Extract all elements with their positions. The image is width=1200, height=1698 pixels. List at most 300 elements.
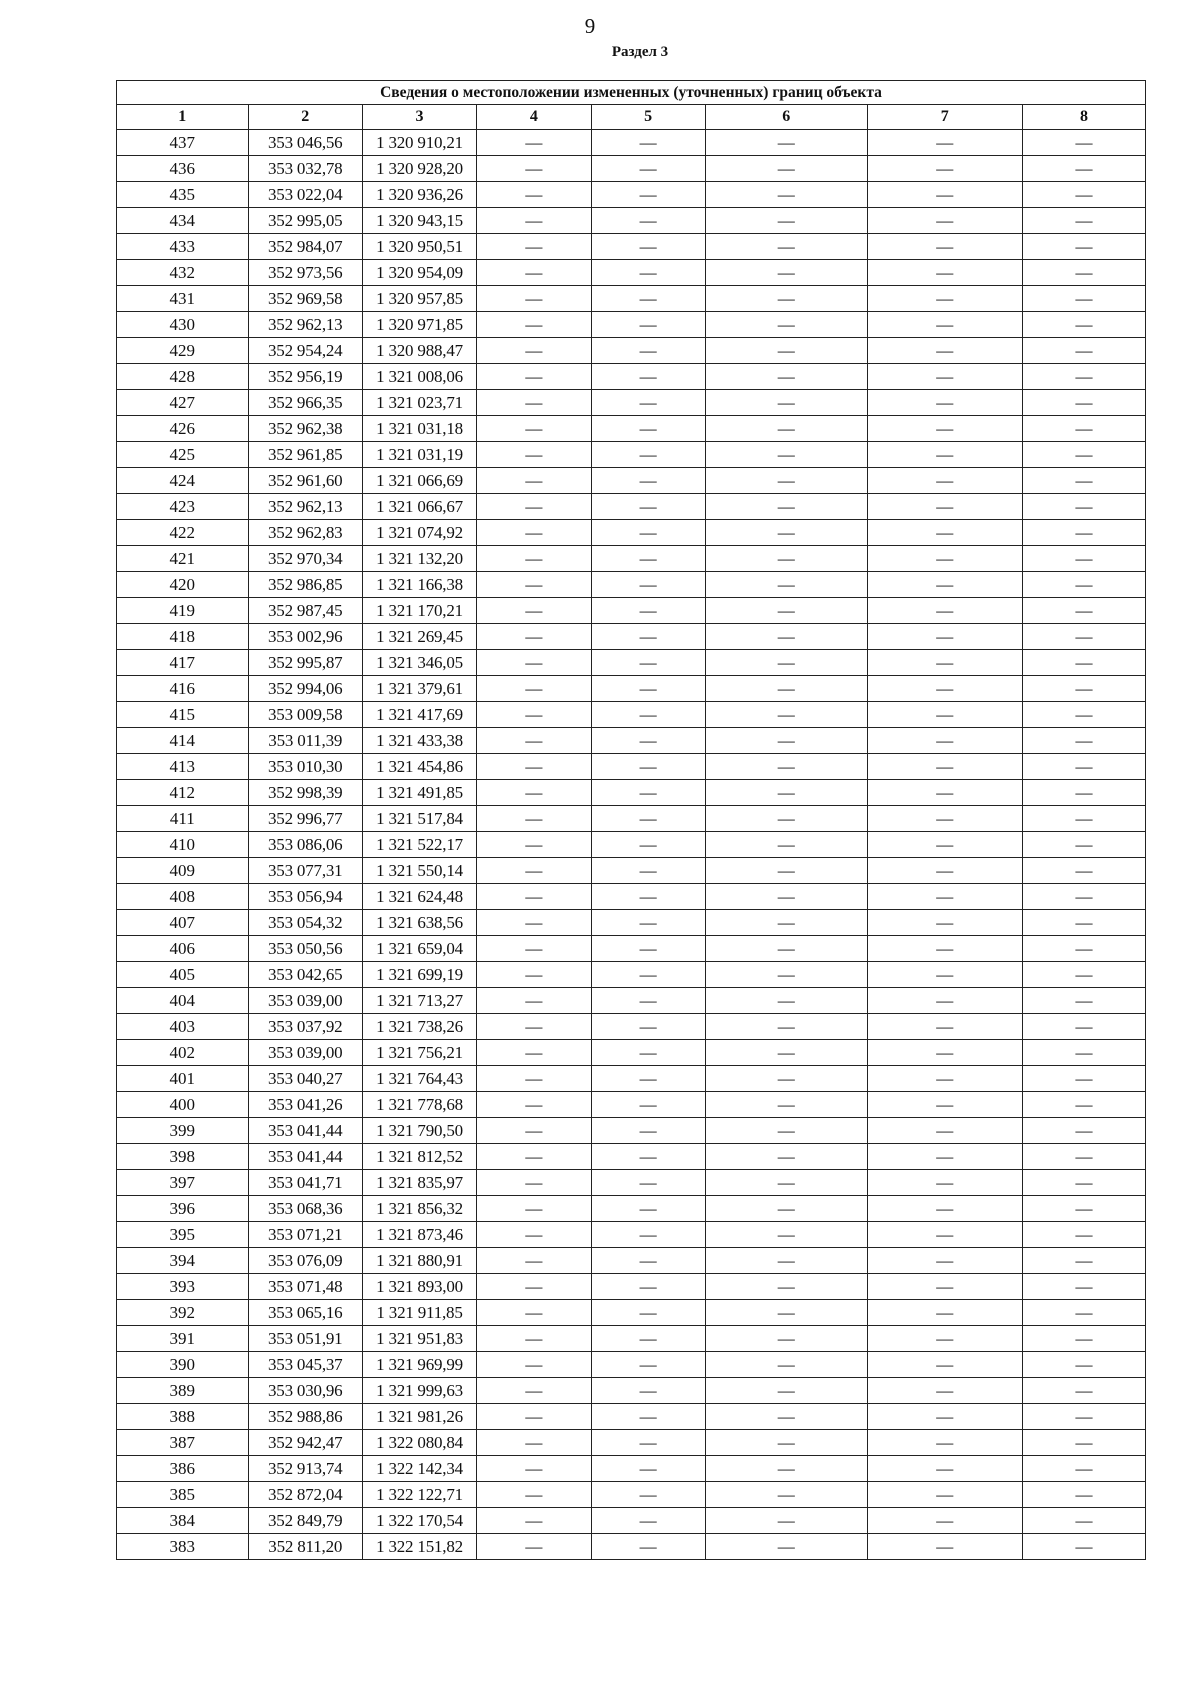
table-row: [117, 1092, 1146, 1118]
empty-cell-col-6: —: [705, 806, 867, 832]
point-number: 389: [117, 1378, 249, 1404]
empty-cell-col-5: —: [591, 234, 705, 260]
empty-cell-col-5: —: [591, 1092, 705, 1118]
column-number-1: 1: [117, 105, 249, 130]
empty-cell-col-5: —: [591, 286, 705, 312]
empty-cell-col-7: —: [867, 962, 1022, 988]
coordinate-x: 353 011,39: [248, 728, 362, 754]
empty-cell-col-5: —: [591, 1508, 705, 1534]
coordinate-y: 1 322 142,34: [362, 1456, 476, 1482]
empty-cell-col-7: —: [867, 1118, 1022, 1144]
empty-cell-col-4: —: [477, 598, 591, 624]
empty-cell-col-6: —: [705, 1508, 867, 1534]
coordinate-x: 352 962,13: [248, 494, 362, 520]
empty-cell-col-6: —: [705, 260, 867, 286]
coordinate-y: 1 321 880,91: [362, 1248, 476, 1274]
coordinate-x: 353 030,96: [248, 1378, 362, 1404]
empty-cell-col-7: —: [867, 702, 1022, 728]
coordinate-x: 353 077,31: [248, 858, 362, 884]
empty-cell-col-6: —: [705, 1352, 867, 1378]
page-number: 9: [584, 14, 596, 38]
coordinate-y: 1 321 170,21: [362, 598, 476, 624]
empty-cell-col-6: —: [705, 858, 867, 884]
coordinate-x: 352 956,19: [248, 364, 362, 390]
table-row: [117, 1534, 1146, 1560]
point-number: 398: [117, 1144, 249, 1170]
column-number-6: 6: [705, 105, 867, 130]
empty-cell-col-4: —: [477, 572, 591, 598]
empty-cell-col-7: —: [867, 1014, 1022, 1040]
point-number: 413: [117, 754, 249, 780]
point-number: 437: [117, 130, 249, 156]
empty-cell-col-6: —: [705, 182, 867, 208]
coordinate-y: 1 321 778,68: [362, 1092, 476, 1118]
empty-cell-col-5: —: [591, 884, 705, 910]
empty-cell-col-8: —: [1022, 130, 1145, 156]
point-number: 417: [117, 650, 249, 676]
empty-cell-col-4: —: [477, 1118, 591, 1144]
empty-cell-col-5: —: [591, 1014, 705, 1040]
coordinate-y: 1 321 433,38: [362, 728, 476, 754]
empty-cell-col-5: —: [591, 676, 705, 702]
coordinate-y: 1 321 074,92: [362, 520, 476, 546]
empty-cell-col-5: —: [591, 1352, 705, 1378]
empty-cell-col-5: —: [591, 780, 705, 806]
empty-cell-col-4: —: [477, 1404, 591, 1430]
empty-cell-col-8: —: [1022, 1300, 1145, 1326]
empty-cell-col-5: —: [591, 312, 705, 338]
coordinate-y: 1 321 873,46: [362, 1222, 476, 1248]
point-number: 418: [117, 624, 249, 650]
table-row: [117, 910, 1146, 936]
empty-cell-col-6: —: [705, 1144, 867, 1170]
empty-cell-col-4: —: [477, 1352, 591, 1378]
coordinate-x: 353 032,78: [248, 156, 362, 182]
empty-cell-col-5: —: [591, 260, 705, 286]
column-number-5: 5: [591, 105, 705, 130]
empty-cell-col-8: —: [1022, 546, 1145, 572]
point-number: 404: [117, 988, 249, 1014]
empty-cell-col-6: —: [705, 1326, 867, 1352]
point-number: 428: [117, 364, 249, 390]
point-number: 396: [117, 1196, 249, 1222]
empty-cell-col-6: —: [705, 1196, 867, 1222]
empty-cell-col-7: —: [867, 1144, 1022, 1170]
coordinate-x: 352 872,04: [248, 1482, 362, 1508]
empty-cell-col-7: —: [867, 494, 1022, 520]
table-row: [117, 1430, 1146, 1456]
empty-cell-col-8: —: [1022, 468, 1145, 494]
coordinate-y: 1 321 764,43: [362, 1066, 476, 1092]
empty-cell-col-4: —: [477, 520, 591, 546]
coordinate-y: 1 321 023,71: [362, 390, 476, 416]
empty-cell-col-4: —: [477, 312, 591, 338]
empty-cell-col-8: —: [1022, 338, 1145, 364]
empty-cell-col-7: —: [867, 234, 1022, 260]
empty-cell-col-8: —: [1022, 598, 1145, 624]
coordinate-y: 1 321 517,84: [362, 806, 476, 832]
point-number: 385: [117, 1482, 249, 1508]
empty-cell-col-6: —: [705, 936, 867, 962]
table-row: [117, 832, 1146, 858]
coordinate-y: 1 321 008,06: [362, 364, 476, 390]
empty-cell-col-7: —: [867, 1482, 1022, 1508]
table-row: [117, 1326, 1146, 1352]
coordinate-x: 353 050,56: [248, 936, 362, 962]
empty-cell-col-4: —: [477, 1222, 591, 1248]
empty-cell-col-4: —: [477, 338, 591, 364]
empty-cell-col-8: —: [1022, 312, 1145, 338]
empty-cell-col-4: —: [477, 962, 591, 988]
empty-cell-col-5: —: [591, 728, 705, 754]
empty-cell-col-7: —: [867, 338, 1022, 364]
coordinate-x: 352 962,13: [248, 312, 362, 338]
empty-cell-col-6: —: [705, 780, 867, 806]
coordinate-y: 1 320 954,09: [362, 260, 476, 286]
coordinate-x: 352 995,05: [248, 208, 362, 234]
empty-cell-col-6: —: [705, 416, 867, 442]
empty-cell-col-8: —: [1022, 1248, 1145, 1274]
empty-cell-col-4: —: [477, 1170, 591, 1196]
coordinate-x: 353 009,58: [248, 702, 362, 728]
empty-cell-col-8: —: [1022, 1118, 1145, 1144]
empty-cell-col-4: —: [477, 702, 591, 728]
empty-cell-col-6: —: [705, 286, 867, 312]
empty-cell-col-6: —: [705, 1300, 867, 1326]
point-number: 411: [117, 806, 249, 832]
table-caption: Сведения о местоположении измененных (уточненных) границ объекта: [117, 81, 1146, 105]
empty-cell-col-8: —: [1022, 1014, 1145, 1040]
empty-cell-col-4: —: [477, 286, 591, 312]
empty-cell-col-8: —: [1022, 156, 1145, 182]
coordinate-x: 353 041,26: [248, 1092, 362, 1118]
empty-cell-col-8: —: [1022, 442, 1145, 468]
point-number: 401: [117, 1066, 249, 1092]
empty-cell-col-4: —: [477, 988, 591, 1014]
coordinate-x: 353 051,91: [248, 1326, 362, 1352]
empty-cell-col-6: —: [705, 442, 867, 468]
table-row: [117, 468, 1146, 494]
coordinate-x: 352 996,77: [248, 806, 362, 832]
coordinate-x: 353 068,36: [248, 1196, 362, 1222]
empty-cell-col-8: —: [1022, 1378, 1145, 1404]
table-body: [117, 130, 1146, 1560]
empty-cell-col-5: —: [591, 1534, 705, 1560]
point-number: 432: [117, 260, 249, 286]
empty-cell-col-5: —: [591, 1222, 705, 1248]
empty-cell-col-5: —: [591, 1430, 705, 1456]
empty-cell-col-4: —: [477, 442, 591, 468]
point-number: 394: [117, 1248, 249, 1274]
point-number: 420: [117, 572, 249, 598]
empty-cell-col-6: —: [705, 156, 867, 182]
empty-cell-col-7: —: [867, 988, 1022, 1014]
coordinate-y: 1 321 969,99: [362, 1352, 476, 1378]
table-row: [117, 494, 1146, 520]
empty-cell-col-5: —: [591, 1248, 705, 1274]
table-row: [117, 1352, 1146, 1378]
empty-cell-col-5: —: [591, 1404, 705, 1430]
empty-cell-col-7: —: [867, 1274, 1022, 1300]
empty-cell-col-5: —: [591, 1378, 705, 1404]
point-number: 430: [117, 312, 249, 338]
empty-cell-col-5: —: [591, 468, 705, 494]
empty-cell-col-7: —: [867, 364, 1022, 390]
table-row: [117, 1196, 1146, 1222]
empty-cell-col-4: —: [477, 1482, 591, 1508]
coordinate-y: 1 321 856,32: [362, 1196, 476, 1222]
coordinate-x: 353 039,00: [248, 988, 362, 1014]
coordinate-x: 352 994,06: [248, 676, 362, 702]
point-number: 383: [117, 1534, 249, 1560]
empty-cell-col-7: —: [867, 416, 1022, 442]
empty-cell-col-6: —: [705, 494, 867, 520]
empty-cell-col-6: —: [705, 1014, 867, 1040]
empty-cell-col-8: —: [1022, 728, 1145, 754]
empty-cell-col-5: —: [591, 1482, 705, 1508]
point-number: 429: [117, 338, 249, 364]
empty-cell-col-5: —: [591, 1456, 705, 1482]
empty-cell-col-4: —: [477, 1014, 591, 1040]
empty-cell-col-5: —: [591, 208, 705, 234]
empty-cell-col-7: —: [867, 650, 1022, 676]
table-row: [117, 676, 1146, 702]
empty-cell-col-8: —: [1022, 910, 1145, 936]
table-row: [117, 1014, 1146, 1040]
table-row: [117, 1274, 1146, 1300]
empty-cell-col-8: —: [1022, 1222, 1145, 1248]
coordinate-y: 1 321 713,27: [362, 988, 476, 1014]
coordinate-x: 353 039,00: [248, 1040, 362, 1066]
coordinate-x: 353 037,92: [248, 1014, 362, 1040]
table-row: [117, 1170, 1146, 1196]
coordinate-y: 1 321 756,21: [362, 1040, 476, 1066]
empty-cell-col-5: —: [591, 416, 705, 442]
empty-cell-col-8: —: [1022, 1274, 1145, 1300]
empty-cell-col-6: —: [705, 1222, 867, 1248]
point-number: 421: [117, 546, 249, 572]
empty-cell-col-7: —: [867, 884, 1022, 910]
coordinate-x: 353 045,37: [248, 1352, 362, 1378]
coordinate-x: 352 984,07: [248, 234, 362, 260]
point-number: 390: [117, 1352, 249, 1378]
empty-cell-col-7: —: [867, 676, 1022, 702]
empty-cell-col-8: —: [1022, 572, 1145, 598]
table-row: [117, 1508, 1146, 1534]
empty-cell-col-4: —: [477, 1326, 591, 1352]
empty-cell-col-6: —: [705, 1534, 867, 1560]
empty-cell-col-4: —: [477, 468, 591, 494]
empty-cell-col-5: —: [591, 1066, 705, 1092]
empty-cell-col-6: —: [705, 520, 867, 546]
table-row: [117, 208, 1146, 234]
empty-cell-col-4: —: [477, 624, 591, 650]
coordinate-y: 1 321 659,04: [362, 936, 476, 962]
empty-cell-col-6: —: [705, 1092, 867, 1118]
empty-cell-col-6: —: [705, 1274, 867, 1300]
empty-cell-col-7: —: [867, 130, 1022, 156]
empty-cell-col-6: —: [705, 702, 867, 728]
empty-cell-col-8: —: [1022, 234, 1145, 260]
empty-cell-col-4: —: [477, 390, 591, 416]
empty-cell-col-8: —: [1022, 182, 1145, 208]
coordinate-x: 352 954,24: [248, 338, 362, 364]
table-row: [117, 364, 1146, 390]
empty-cell-col-4: —: [477, 1248, 591, 1274]
empty-cell-col-5: —: [591, 520, 705, 546]
empty-cell-col-8: —: [1022, 832, 1145, 858]
table-row: [117, 312, 1146, 338]
table-row: [117, 1118, 1146, 1144]
table-row: [117, 806, 1146, 832]
empty-cell-col-6: —: [705, 988, 867, 1014]
coordinate-y: 1 321 066,69: [362, 468, 476, 494]
empty-cell-col-5: —: [591, 442, 705, 468]
coordinate-y: 1 320 936,26: [362, 182, 476, 208]
coordinate-y: 1 321 999,63: [362, 1378, 476, 1404]
coordinate-x: 353 041,44: [248, 1144, 362, 1170]
empty-cell-col-6: —: [705, 1170, 867, 1196]
empty-cell-col-7: —: [867, 312, 1022, 338]
coordinate-y: 1 321 981,26: [362, 1404, 476, 1430]
coordinate-x: 353 056,94: [248, 884, 362, 910]
empty-cell-col-8: —: [1022, 858, 1145, 884]
empty-cell-col-7: —: [867, 910, 1022, 936]
table-row: [117, 780, 1146, 806]
coordinate-x: 353 041,44: [248, 1118, 362, 1144]
empty-cell-col-5: —: [591, 754, 705, 780]
table-row: [117, 962, 1146, 988]
coordinate-x: 352 970,34: [248, 546, 362, 572]
empty-cell-col-8: —: [1022, 1508, 1145, 1534]
point-number: 433: [117, 234, 249, 260]
empty-cell-col-4: —: [477, 728, 591, 754]
empty-cell-col-7: —: [867, 598, 1022, 624]
empty-cell-col-7: —: [867, 1404, 1022, 1430]
empty-cell-col-6: —: [705, 624, 867, 650]
empty-cell-col-4: —: [477, 650, 591, 676]
coordinate-x: 352 988,86: [248, 1404, 362, 1430]
empty-cell-col-4: —: [477, 1066, 591, 1092]
table-row: [117, 858, 1146, 884]
empty-cell-col-6: —: [705, 1456, 867, 1482]
empty-cell-col-8: —: [1022, 806, 1145, 832]
empty-cell-col-7: —: [867, 1170, 1022, 1196]
empty-cell-col-7: —: [867, 208, 1022, 234]
empty-cell-col-5: —: [591, 182, 705, 208]
point-number: 422: [117, 520, 249, 546]
point-number: 426: [117, 416, 249, 442]
empty-cell-col-7: —: [867, 1092, 1022, 1118]
point-number: 388: [117, 1404, 249, 1430]
coordinate-y: 1 321 911,85: [362, 1300, 476, 1326]
empty-cell-col-4: —: [477, 1456, 591, 1482]
empty-cell-col-4: —: [477, 884, 591, 910]
empty-cell-col-7: —: [867, 858, 1022, 884]
coordinate-y: 1 321 031,19: [362, 442, 476, 468]
coordinate-x: 353 041,71: [248, 1170, 362, 1196]
empty-cell-col-4: —: [477, 182, 591, 208]
coordinate-x: 352 987,45: [248, 598, 362, 624]
coordinate-y: 1 322 080,84: [362, 1430, 476, 1456]
empty-cell-col-5: —: [591, 494, 705, 520]
empty-cell-col-6: —: [705, 338, 867, 364]
empty-cell-col-8: —: [1022, 1352, 1145, 1378]
empty-cell-col-7: —: [867, 1066, 1022, 1092]
table-row: [117, 1248, 1146, 1274]
coordinate-y: 1 322 170,54: [362, 1508, 476, 1534]
empty-cell-col-7: —: [867, 728, 1022, 754]
empty-cell-col-5: —: [591, 1274, 705, 1300]
empty-cell-col-8: —: [1022, 416, 1145, 442]
coordinate-y: 1 321 790,50: [362, 1118, 476, 1144]
table-row: [117, 936, 1146, 962]
table-row: [117, 416, 1146, 442]
coordinate-y: 1 321 166,38: [362, 572, 476, 598]
column-number-8: 8: [1022, 105, 1145, 130]
empty-cell-col-8: —: [1022, 1430, 1145, 1456]
empty-cell-col-8: —: [1022, 936, 1145, 962]
empty-cell-col-7: —: [867, 1248, 1022, 1274]
coordinate-y: 1 321 379,61: [362, 676, 476, 702]
empty-cell-col-4: —: [477, 780, 591, 806]
point-number: 393: [117, 1274, 249, 1300]
empty-cell-col-7: —: [867, 624, 1022, 650]
empty-cell-col-4: —: [477, 754, 591, 780]
empty-cell-col-5: —: [591, 390, 705, 416]
point-number: 403: [117, 1014, 249, 1040]
table-row: [117, 754, 1146, 780]
table-row: [117, 1482, 1146, 1508]
coordinate-y: 1 321 491,85: [362, 780, 476, 806]
table-row: [117, 988, 1146, 1014]
coordinate-x: 352 986,85: [248, 572, 362, 598]
point-number: 409: [117, 858, 249, 884]
empty-cell-col-7: —: [867, 156, 1022, 182]
coordinate-x: 353 065,16: [248, 1300, 362, 1326]
empty-cell-col-4: —: [477, 156, 591, 182]
point-number: 414: [117, 728, 249, 754]
coordinate-x: 352 962,38: [248, 416, 362, 442]
empty-cell-col-4: —: [477, 1430, 591, 1456]
table-row: [117, 286, 1146, 312]
table-row: [117, 520, 1146, 546]
boundary-coordinates-table: [116, 80, 1146, 1560]
coordinate-x: 353 076,09: [248, 1248, 362, 1274]
point-number: 431: [117, 286, 249, 312]
table-row: [117, 390, 1146, 416]
empty-cell-col-6: —: [705, 1378, 867, 1404]
empty-cell-col-8: —: [1022, 1092, 1145, 1118]
table-row: [117, 1378, 1146, 1404]
table-row: [117, 130, 1146, 156]
coordinate-x: 352 969,58: [248, 286, 362, 312]
empty-cell-col-4: —: [477, 364, 591, 390]
empty-cell-col-5: —: [591, 1118, 705, 1144]
point-number: 384: [117, 1508, 249, 1534]
point-number: 391: [117, 1326, 249, 1352]
empty-cell-col-7: —: [867, 1222, 1022, 1248]
point-number: 400: [117, 1092, 249, 1118]
empty-cell-col-7: —: [867, 520, 1022, 546]
coordinate-y: 1 321 522,17: [362, 832, 476, 858]
empty-cell-col-7: —: [867, 1326, 1022, 1352]
empty-cell-col-7: —: [867, 286, 1022, 312]
empty-cell-col-6: —: [705, 546, 867, 572]
empty-cell-col-7: —: [867, 442, 1022, 468]
table-row: [117, 1404, 1146, 1430]
coordinate-x: 352 942,47: [248, 1430, 362, 1456]
